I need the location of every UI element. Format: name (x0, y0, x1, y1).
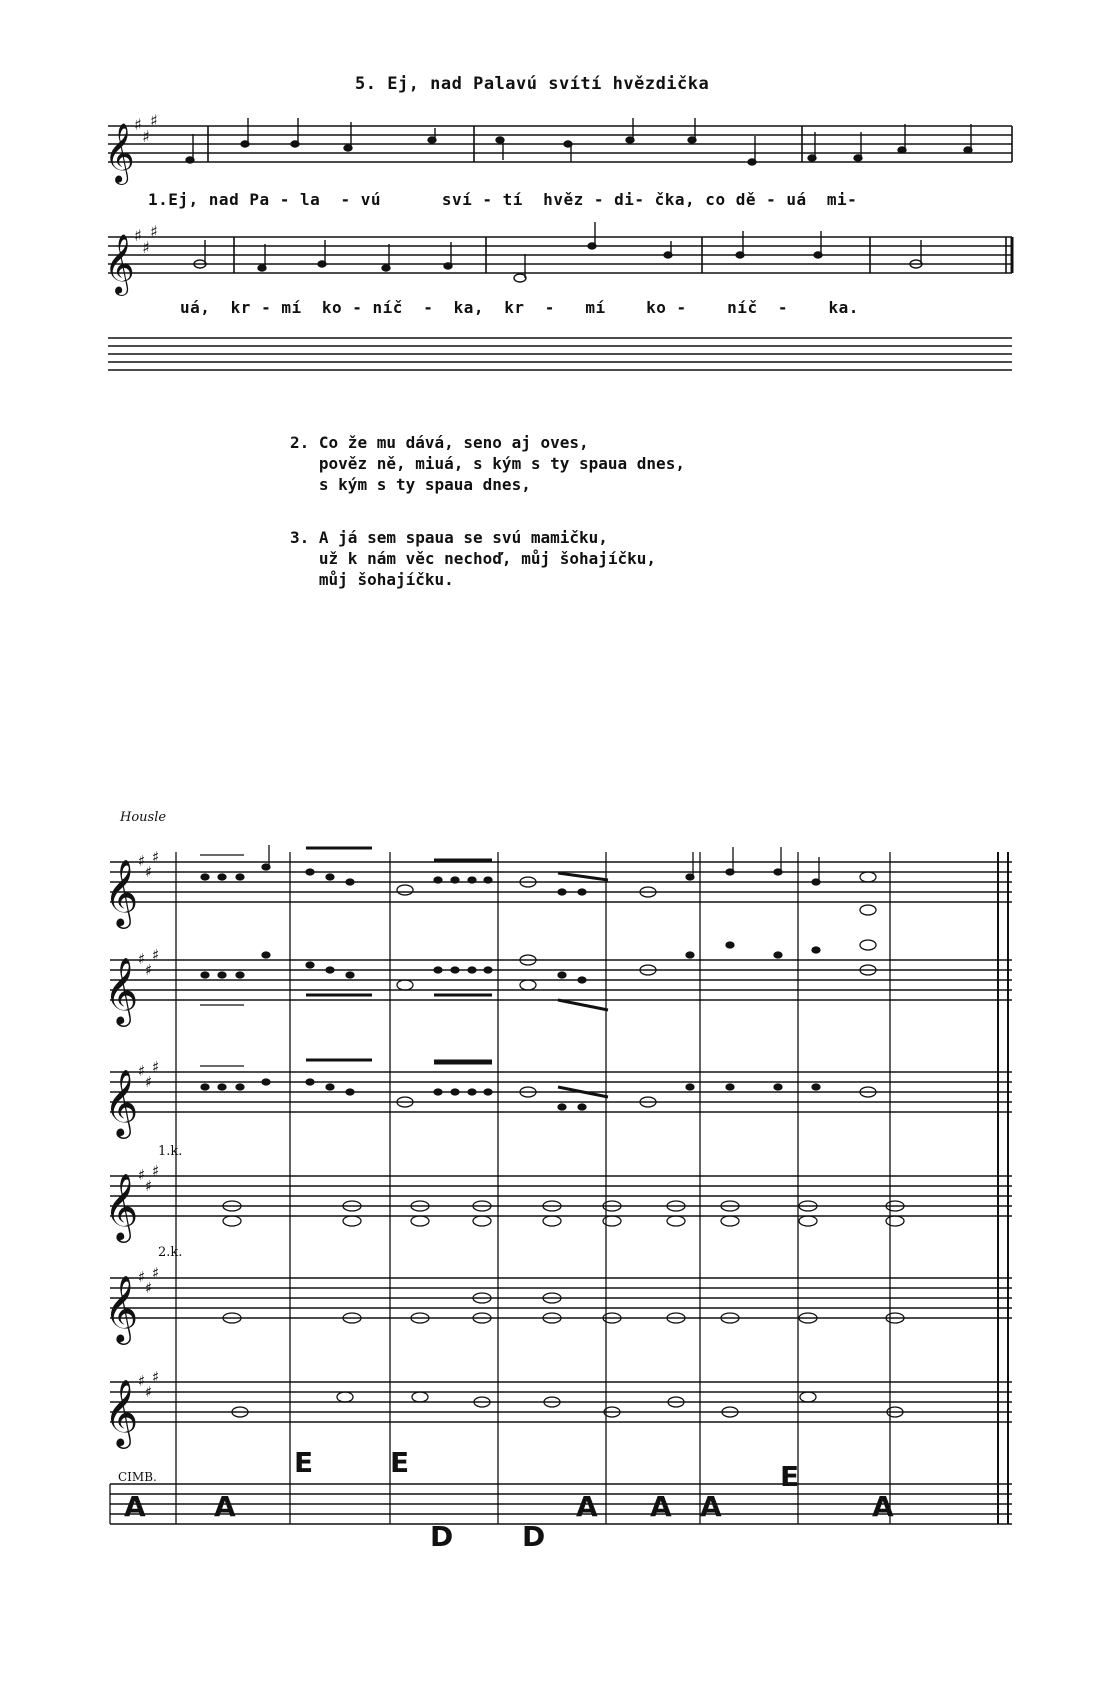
cimbalom-chord: E (780, 1460, 800, 1493)
svg-text:𝄞: 𝄞 (104, 956, 139, 1024)
svg-text:♯: ♯ (152, 1368, 160, 1386)
instrument-label-housle: Housle (120, 810, 167, 825)
cimbalom-chord: E (294, 1446, 314, 1479)
cimbalom-chord: A (650, 1490, 672, 1523)
cimbalom-chord: A (214, 1490, 236, 1523)
instrument-label-2k: 2.k. (158, 1245, 183, 1260)
svg-text:♯: ♯ (138, 852, 146, 870)
svg-text:𝄞: 𝄞 (104, 1172, 139, 1240)
svg-text:♯: ♯ (145, 863, 153, 881)
verse-line: 3. A já sem spaua se svú mamičku, (290, 528, 608, 547)
cimbalom-chord: A (872, 1490, 894, 1523)
verse-line: s kým s ty spaua dnes, (318, 475, 531, 494)
cimbalom-chord: D (522, 1520, 546, 1553)
svg-text:♯: ♯ (152, 946, 160, 964)
svg-text:♯: ♯ (145, 1177, 153, 1195)
svg-text:♯: ♯ (138, 1062, 146, 1080)
svg-text:♯: ♯ (145, 1279, 153, 1297)
instrument-label-1k: 1.k. (158, 1144, 183, 1159)
song-title: 5. Ej, nad Palavú svítí hvězdička (355, 74, 710, 94)
treble-clef-icon: 𝄞 (104, 234, 135, 294)
treble-clef-icon: 𝄞 (104, 123, 135, 183)
verse-line: můj šohajíčku. (318, 570, 454, 589)
lyrics-line-1: 1.Ej, nad Pa - la - vú sví - tí hvěz - di- čka, co dě - uá mi- (148, 190, 858, 209)
svg-text:♯: ♯ (150, 222, 158, 241)
lyrics-line-2: uá, kr - mí ko - níč - ka, kr - mí ko - níč - ka. (180, 298, 859, 317)
svg-text:♯: ♯ (142, 127, 150, 146)
instrument-label-cimb: CIMB. (118, 1470, 157, 1484)
svg-text:♯: ♯ (138, 1372, 146, 1390)
cimbalom-chord: A (124, 1490, 146, 1523)
svg-text:𝄞: 𝄞 (104, 1378, 139, 1446)
svg-text:♯: ♯ (134, 115, 142, 134)
cimbalom-chord: A (700, 1490, 722, 1523)
svg-text:♯: ♯ (145, 961, 153, 979)
svg-text:♯: ♯ (134, 226, 142, 245)
svg-text:𝄞: 𝄞 (104, 1068, 139, 1136)
svg-text:♯: ♯ (145, 1383, 153, 1401)
svg-text:♯: ♯ (142, 238, 150, 257)
svg-text:♯: ♯ (150, 111, 158, 130)
svg-text:𝄞: 𝄞 (104, 1274, 139, 1342)
verse-line: 2. Co že mu dává, seno aj oves, (290, 433, 589, 452)
svg-text:♯: ♯ (138, 1166, 146, 1184)
svg-text:♯: ♯ (138, 1268, 146, 1286)
cimbalom-chord: A (576, 1490, 598, 1523)
svg-text:♯: ♯ (152, 848, 160, 866)
svg-text:♯: ♯ (145, 1073, 153, 1091)
svg-text:♯: ♯ (152, 1058, 160, 1076)
svg-text:♯: ♯ (152, 1264, 160, 1282)
cimbalom-chord: D (430, 1520, 454, 1553)
verse-line: pověz ně, miuá, s kým s ty spaua dnes, (318, 454, 685, 473)
cimbalom-chord: E (390, 1446, 410, 1479)
verse-line: už k nám věc nechoď, můj šohajíčku, (318, 549, 657, 568)
svg-text:𝄞: 𝄞 (104, 858, 139, 926)
svg-text:♯: ♯ (138, 950, 146, 968)
svg-text:♯: ♯ (152, 1162, 160, 1180)
